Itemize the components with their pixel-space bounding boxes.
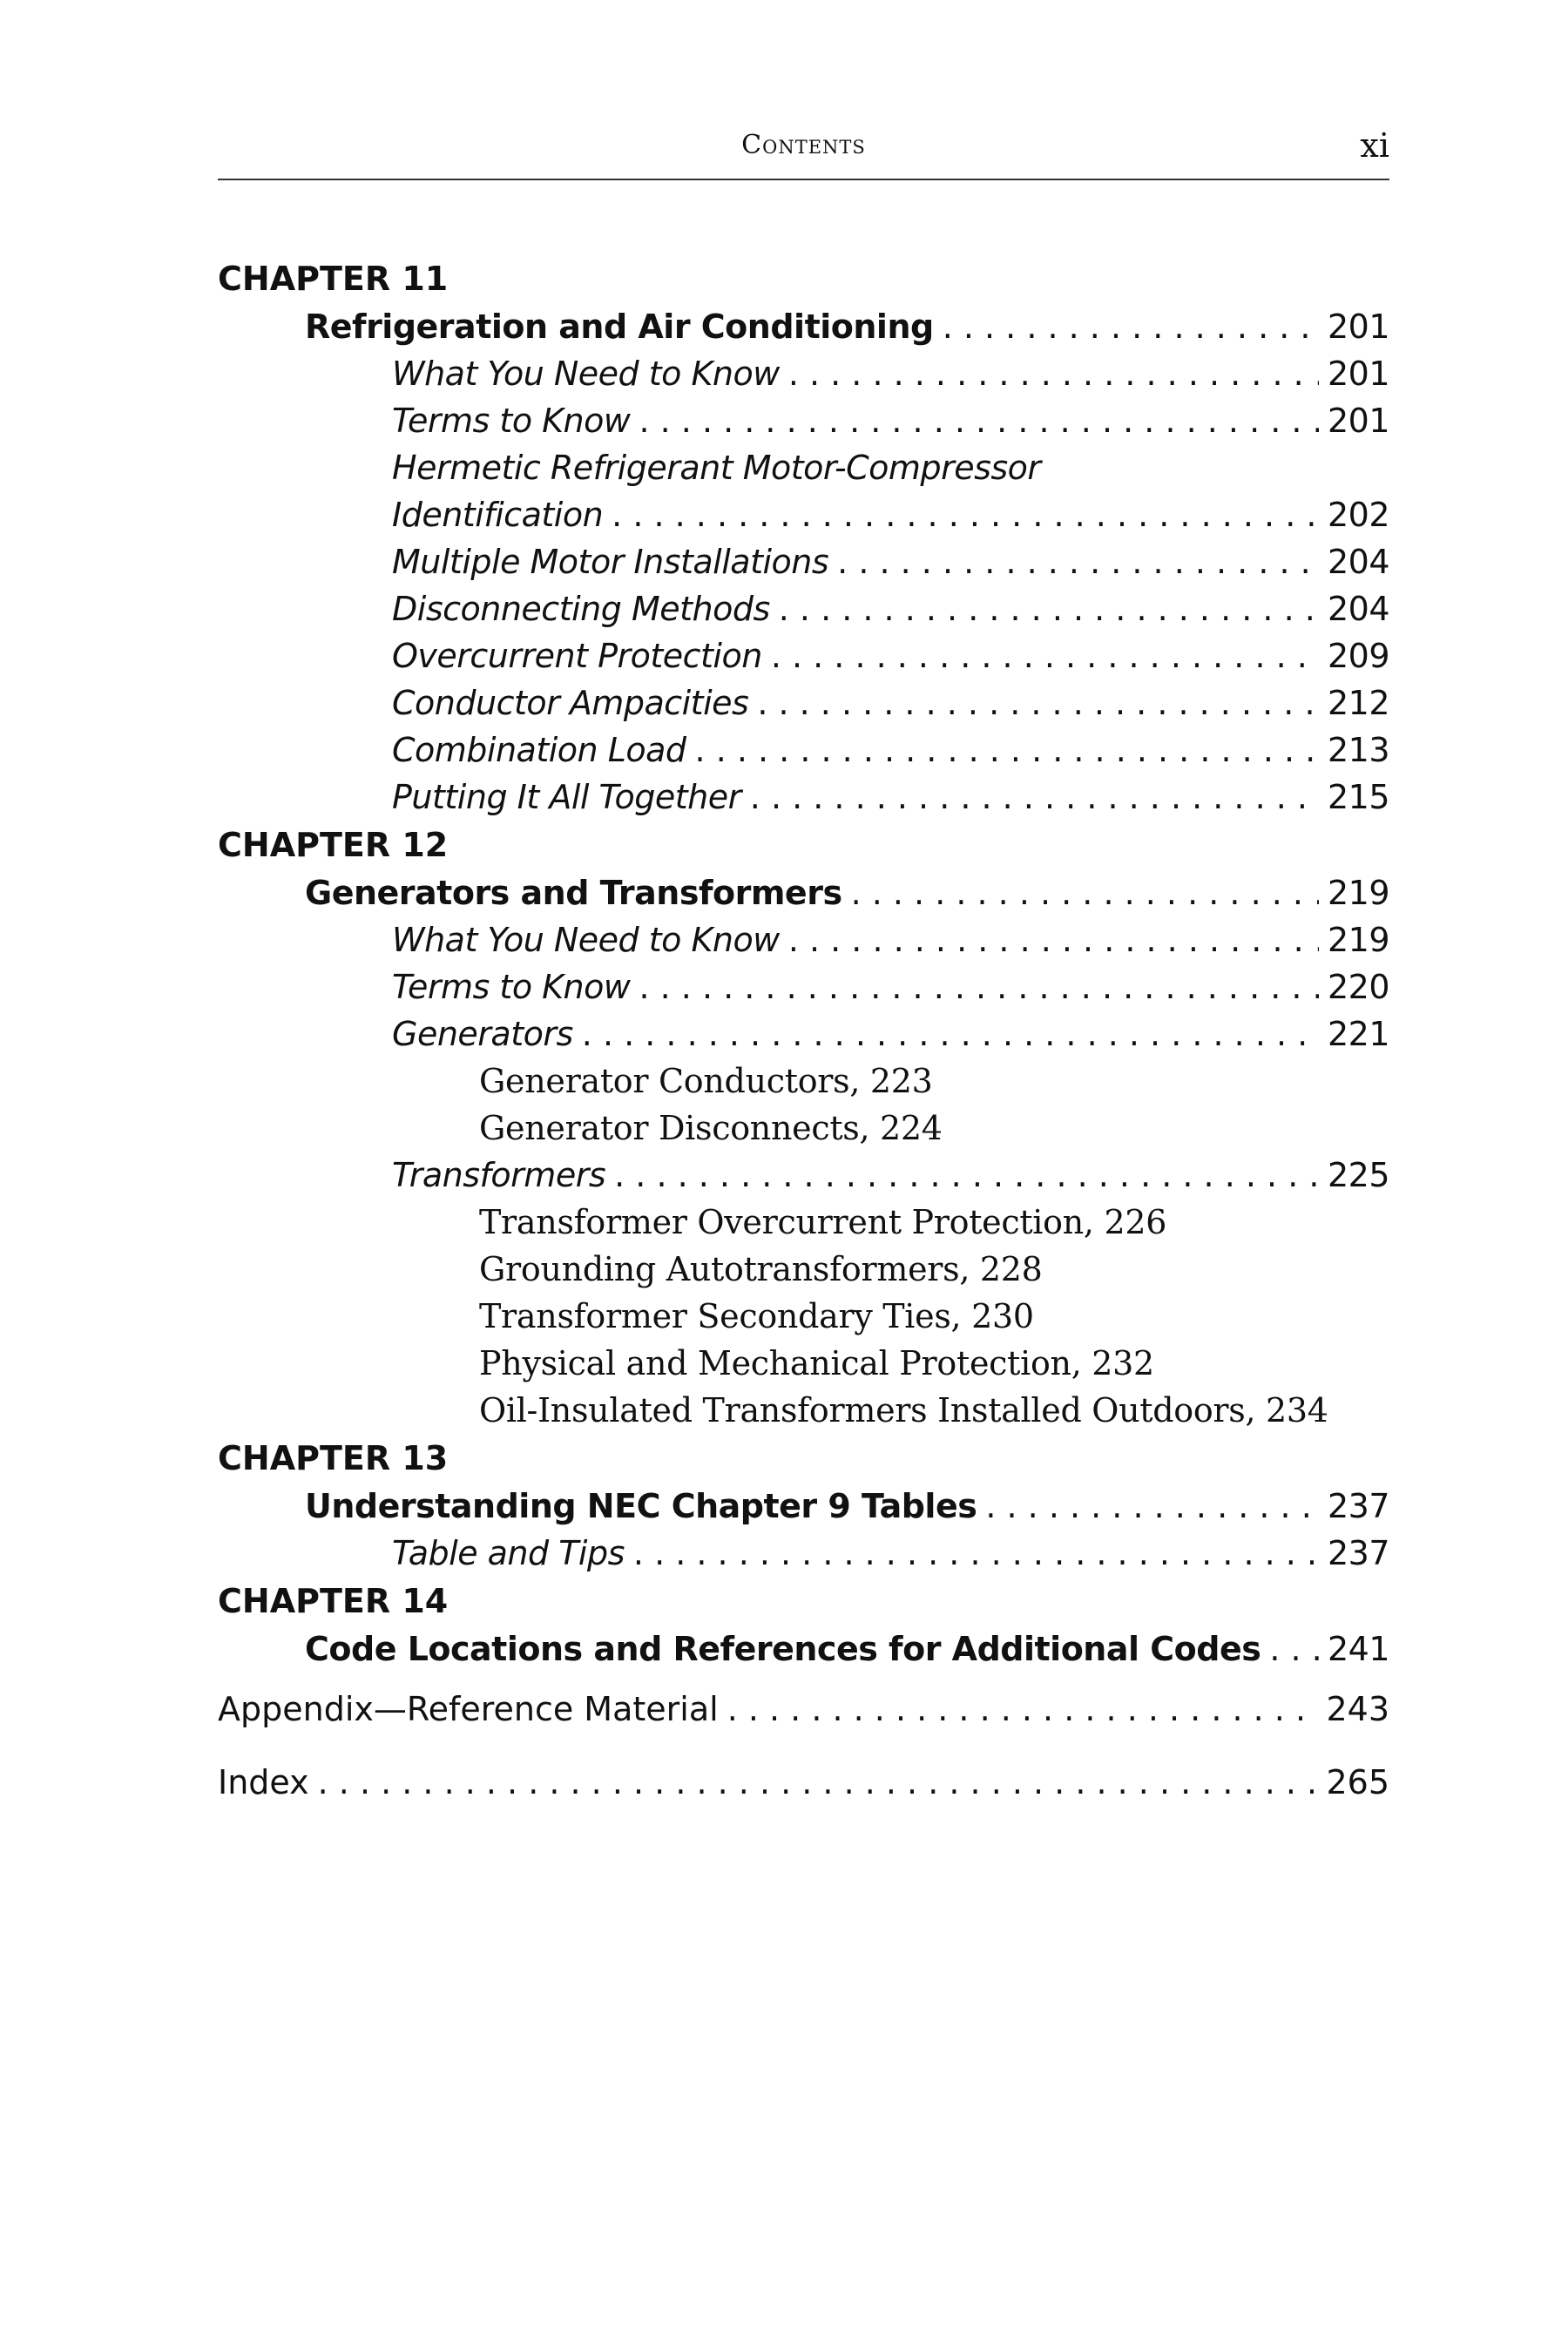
dot-leader xyxy=(639,963,1318,1010)
toc-page-number: 241 xyxy=(1327,1630,1389,1668)
toc-entry-title: CHAPTER 11 xyxy=(218,260,449,298)
toc-entry-title: Oil-Insulated Transformers Installed Outdoors, 234 xyxy=(479,1391,1328,1429)
dot-leader xyxy=(727,1673,1318,1746)
toc-entry-title: Overcurrent Protection xyxy=(392,637,762,675)
toc-entry-title: Hermetic Refrigerant Motor-Compressor xyxy=(392,449,1041,487)
toc-entry-sub xyxy=(218,1152,1389,1199)
dot-leader xyxy=(837,538,1319,585)
toc-entry-section xyxy=(218,1625,1389,1673)
toc-page-number: 201 xyxy=(1327,308,1389,346)
toc-entry-title: Identification xyxy=(392,496,604,534)
dot-leader xyxy=(788,916,1319,963)
toc-entry-chapter xyxy=(218,1577,1389,1625)
toc-entry-chapter xyxy=(218,254,1389,303)
dot-leader xyxy=(695,727,1319,774)
toc-entry-title: Disconnecting Methods xyxy=(392,590,770,628)
running-header xyxy=(218,126,1389,180)
toc-entry-sub xyxy=(218,774,1389,821)
toc-page-number: 213 xyxy=(1327,731,1389,769)
dot-leader xyxy=(1269,1625,1319,1673)
dot-leader xyxy=(318,1746,1318,1819)
toc-entry-title: Terms to Know xyxy=(392,968,631,1006)
toc-entry-title: Code Locations and References for Additional Codes xyxy=(305,1630,1261,1668)
toc-entry-sub xyxy=(218,538,1389,585)
toc-entry-sub xyxy=(218,916,1389,963)
dot-leader xyxy=(757,679,1319,727)
toc-entry-title: Table and Tips xyxy=(392,1534,625,1572)
toc-entry-title: CHAPTER 13 xyxy=(218,1439,449,1477)
toc-page-number: 209 xyxy=(1327,637,1389,675)
toc-entry-sub xyxy=(218,397,1389,444)
toc-entry-title: CHAPTER 12 xyxy=(218,826,449,864)
toc-entry-title: Understanding NEC Chapter 9 Tables xyxy=(305,1487,977,1525)
running-header-title: Contents xyxy=(741,130,866,160)
toc-page-number: 221 xyxy=(1327,1015,1389,1053)
toc-entry-title: Refrigeration and Air Conditioning xyxy=(305,308,934,346)
toc-entry-title: Putting It All Together xyxy=(392,778,741,816)
toc-entry-subsub xyxy=(218,1340,1389,1387)
toc-page-number: 202 xyxy=(1327,496,1389,534)
toc-page-number: 225 xyxy=(1327,1156,1389,1194)
toc-page-number: 237 xyxy=(1327,1487,1389,1525)
toc-entry-subsub xyxy=(218,1058,1389,1105)
dot-leader xyxy=(851,869,1319,916)
toc-entry-subsub xyxy=(218,1293,1389,1340)
toc-entry-title: Grounding Autotransformers, 228 xyxy=(479,1250,1043,1288)
toc-entry-title: Generator Disconnects, 224 xyxy=(479,1109,943,1147)
toc-entry-subsub xyxy=(218,1199,1389,1246)
dot-leader xyxy=(633,1530,1319,1577)
toc-entry-title: CHAPTER 14 xyxy=(218,1582,449,1620)
toc-entry-top xyxy=(218,1746,1389,1819)
table-of-contents xyxy=(218,254,1389,1819)
toc-entry-subsub xyxy=(218,1246,1389,1293)
toc-entry-title: Transformer Overcurrent Protection, 226 xyxy=(479,1203,1167,1241)
dot-leader xyxy=(779,585,1319,632)
dot-leader xyxy=(614,1152,1319,1199)
dot-leader xyxy=(750,774,1319,821)
dot-leader xyxy=(985,1483,1319,1530)
toc-page-number: 201 xyxy=(1327,402,1389,440)
toc-page-number: 219 xyxy=(1327,921,1389,959)
toc-page-number: 265 xyxy=(1326,1763,1389,1801)
dot-leader xyxy=(771,632,1319,679)
dot-leader xyxy=(788,350,1319,397)
toc-entry-subsub xyxy=(218,1387,1389,1434)
toc-entry-sub-nodots xyxy=(218,444,1389,491)
toc-entry-title: What You Need to Know xyxy=(392,355,780,393)
page-number: xi xyxy=(1360,126,1389,165)
toc-page-number: 204 xyxy=(1327,590,1389,628)
toc-entry-sub xyxy=(218,632,1389,679)
toc-entry-sub xyxy=(218,727,1389,774)
toc-page-number: 220 xyxy=(1327,968,1389,1006)
toc-entry-chapter xyxy=(218,1434,1389,1483)
toc-entry-title: What You Need to Know xyxy=(392,921,780,959)
toc-entry-title: Appendix—Reference Material xyxy=(218,1690,719,1728)
toc-entry-sub xyxy=(218,491,1389,538)
toc-entry-chapter xyxy=(218,821,1389,869)
toc-entry-title: Index xyxy=(218,1763,309,1801)
dot-leader xyxy=(943,303,1319,350)
toc-entry-title: Transformers xyxy=(392,1156,606,1194)
toc-entry-title: Generators and Transformers xyxy=(305,874,842,912)
toc-entry-sub xyxy=(218,1010,1389,1058)
toc-entry-section xyxy=(218,1483,1389,1530)
toc-entry-sub xyxy=(218,585,1389,632)
toc-entry-section xyxy=(218,869,1389,916)
toc-entry-section xyxy=(218,303,1389,350)
toc-entry-title: Terms to Know xyxy=(392,402,631,440)
toc-entry-title: Physical and Mechanical Protection, 232 xyxy=(479,1344,1154,1382)
toc-entry-sub xyxy=(218,963,1389,1010)
toc-entry-title: Transformer Secondary Ties, 230 xyxy=(479,1297,1034,1335)
dot-leader xyxy=(582,1010,1319,1058)
dot-leader xyxy=(639,397,1318,444)
toc-entry-title: Generator Conductors, 223 xyxy=(479,1062,933,1100)
toc-page-number: 237 xyxy=(1327,1534,1389,1572)
toc-entry-sub xyxy=(218,679,1389,727)
toc-page-number: 219 xyxy=(1327,874,1389,912)
toc-entry-top xyxy=(218,1673,1389,1746)
dot-leader xyxy=(612,491,1319,538)
toc-page-number: 215 xyxy=(1327,778,1389,816)
toc-entry-sub xyxy=(218,350,1389,397)
toc-page-number: 201 xyxy=(1327,355,1389,393)
toc-page-number: 204 xyxy=(1327,543,1389,581)
toc-page-number: 212 xyxy=(1327,684,1389,722)
toc-entry-title: Multiple Motor Installations xyxy=(392,543,829,581)
toc-entry-title: Conductor Ampacities xyxy=(392,684,749,722)
toc-entry-title: Generators xyxy=(392,1015,573,1053)
toc-entry-subsub xyxy=(218,1105,1389,1152)
toc-entry-title: Combination Load xyxy=(392,731,686,769)
toc-page-number: 243 xyxy=(1326,1690,1389,1728)
toc-entry-sub xyxy=(218,1530,1389,1577)
